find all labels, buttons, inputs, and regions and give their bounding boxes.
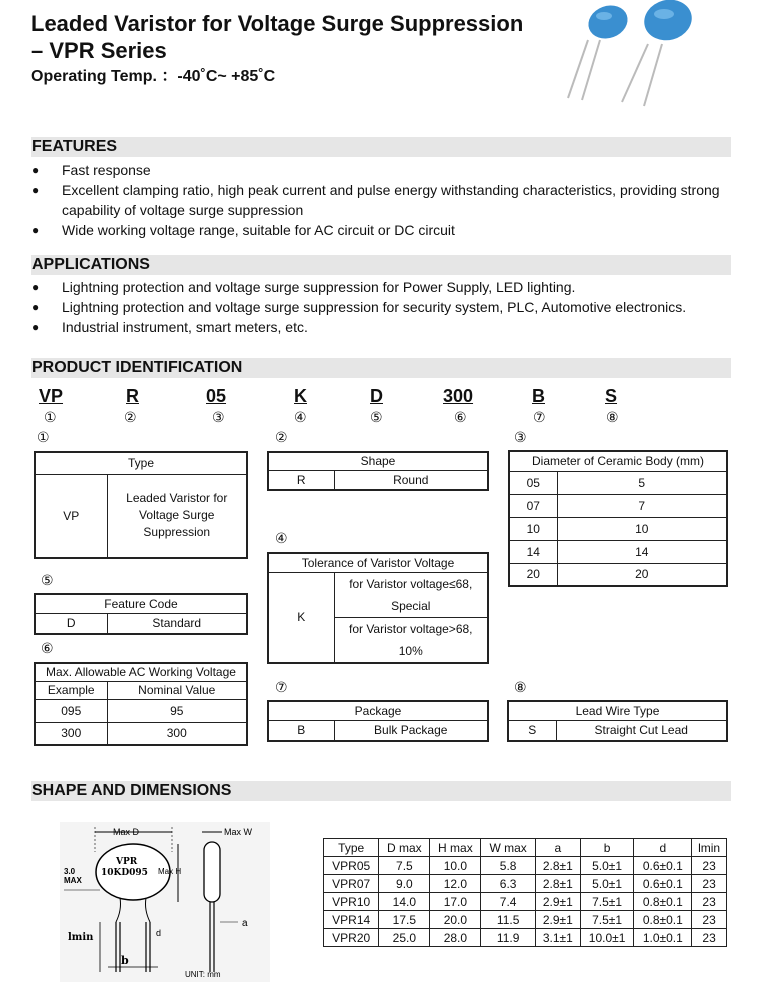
table-cell: 0.6±0.1 bbox=[634, 875, 692, 893]
table-cell bbox=[334, 572, 488, 617]
table-cell: 23 bbox=[692, 875, 727, 893]
t-label-2: MAX bbox=[64, 876, 82, 885]
max-d-label: Max D bbox=[113, 827, 140, 837]
table-cell: Leaded Varistor for Voltage Surge Suppression bbox=[107, 474, 247, 558]
table-cell: 5.0±1 bbox=[580, 857, 634, 875]
table-col-header: W max bbox=[481, 839, 535, 857]
marker: ⑧ bbox=[606, 410, 619, 426]
marker: ③ bbox=[514, 430, 527, 446]
table-cell: 5 bbox=[557, 471, 727, 494]
body-text-2: 10KD095 bbox=[101, 868, 148, 878]
table-cell: K bbox=[268, 572, 334, 663]
table-header: Max. Allowable AC Working Voltage bbox=[35, 663, 247, 681]
table-cell: 20 bbox=[557, 563, 727, 586]
code-voltage: 300 bbox=[443, 386, 474, 406]
table-cell: 2.9±1 bbox=[535, 893, 580, 911]
table-cell: 10 bbox=[509, 517, 557, 540]
part-number-codes bbox=[0, 386, 775, 408]
table-cell: 0.6±0.1 bbox=[634, 857, 692, 875]
varistor-photo-icon bbox=[560, 0, 710, 110]
table-cell: 23 bbox=[692, 857, 727, 875]
marker: ⑥ bbox=[454, 410, 467, 426]
table-cell: 5.8 bbox=[481, 857, 535, 875]
table-cell: B bbox=[268, 720, 334, 741]
table-col-header: H max bbox=[430, 839, 481, 857]
table-cell: 7 bbox=[557, 494, 727, 517]
table-cell: 17.0 bbox=[430, 893, 481, 911]
d-label: d bbox=[156, 928, 162, 938]
table-cell: VPR14 bbox=[324, 911, 379, 929]
list-item: ● Lightning protection and voltage surge suppression for Power Supply, LED lighting. bbox=[31, 277, 731, 297]
list-item: ● Industrial instrument, smart meters, etc. bbox=[31, 317, 731, 337]
table-col-header: lmin bbox=[692, 839, 727, 857]
table-cell: 23 bbox=[692, 929, 727, 947]
table-cell: 2.9±1 bbox=[535, 911, 580, 929]
list-item: ● Fast response bbox=[31, 160, 731, 180]
shape-table bbox=[267, 451, 489, 491]
table-header: Package bbox=[268, 701, 488, 720]
diameter-table bbox=[508, 450, 728, 587]
table-cell: 7.5 bbox=[379, 857, 430, 875]
table-cell: 0.8±0.1 bbox=[634, 911, 692, 929]
table-header: Feature Code bbox=[35, 594, 247, 613]
table-cell: 14 bbox=[557, 540, 727, 563]
max-h-label: Max H bbox=[158, 867, 182, 876]
cell-line: for Varistor voltage≤68, bbox=[349, 576, 473, 591]
table-header: Tolerance of Varistor Voltage bbox=[268, 553, 488, 572]
table-cell: R bbox=[268, 470, 334, 490]
dimensions-heading: SHAPE AND DIMENSIONS bbox=[31, 781, 731, 801]
cell-line: 10% bbox=[398, 643, 423, 658]
features-list bbox=[31, 160, 731, 240]
table-cell: Standard bbox=[107, 613, 247, 634]
table-col-header: Example bbox=[35, 681, 107, 699]
operating-temp: Operating Temp. ：-40˚C~ +85˚C bbox=[31, 68, 276, 85]
dimensions-table bbox=[323, 838, 727, 947]
table-cell: 11.5 bbox=[481, 911, 535, 929]
table-cell: VP bbox=[35, 474, 107, 558]
table-row bbox=[324, 875, 727, 893]
table-cell: 7.4 bbox=[481, 893, 535, 911]
title-line-2: – VPR Series bbox=[31, 38, 167, 63]
table-cell: 23 bbox=[692, 911, 727, 929]
table-cell: 0.8±0.1 bbox=[634, 893, 692, 911]
table-cell bbox=[334, 617, 488, 663]
table-row bbox=[324, 893, 727, 911]
cell-line: Special bbox=[391, 598, 431, 613]
marker: ④ bbox=[294, 410, 307, 426]
table-col-header: Type bbox=[324, 839, 379, 857]
table-cell: Round bbox=[334, 470, 488, 490]
code-shape: R bbox=[126, 386, 139, 406]
table-cell: 300 bbox=[107, 722, 247, 745]
marker: ⑧ bbox=[514, 680, 527, 696]
a-label: a bbox=[242, 918, 248, 929]
table-cell: 14.0 bbox=[379, 893, 430, 911]
table-cell: 12.0 bbox=[430, 875, 481, 893]
table-cell: 20 bbox=[509, 563, 557, 586]
table-cell: 10 bbox=[557, 517, 727, 540]
table-cell: 9.0 bbox=[379, 875, 430, 893]
table-cell: Bulk Package bbox=[334, 720, 488, 741]
features-heading: FEATURES bbox=[31, 137, 731, 157]
table-row bbox=[324, 929, 727, 947]
table-cell: 6.3 bbox=[481, 875, 535, 893]
list-item: ● Lightning protection and voltage surge suppression for security system, PLC, Automotive electronics. bbox=[31, 297, 731, 317]
marker: ② bbox=[275, 430, 288, 446]
table-cell: 05 bbox=[509, 471, 557, 494]
unit-label: UNIT: mm bbox=[185, 970, 221, 979]
cell-line: for Varistor voltage>68, bbox=[348, 621, 473, 636]
marker: ② bbox=[124, 410, 137, 426]
marker: ⑤ bbox=[41, 573, 54, 589]
t-label-1: 3.0 bbox=[64, 867, 76, 876]
table-cell: 95 bbox=[107, 699, 247, 722]
table-cell: 2.8±1 bbox=[535, 857, 580, 875]
table-cell: 7.5±1 bbox=[580, 911, 634, 929]
table-cell: VPR07 bbox=[324, 875, 379, 893]
table-cell: 10.0±1 bbox=[580, 929, 634, 947]
body-text-1: VPR bbox=[116, 857, 138, 867]
table-row bbox=[324, 857, 727, 875]
table-cell: VPR10 bbox=[324, 893, 379, 911]
list-item: ● Excellent clamping ratio, high peak current and pulse energy withstanding characteristics, providing strong capability of voltage surge suppression bbox=[31, 180, 731, 220]
list-item: ● Wide working voltage range, suitable for AC circuit or DC circuit bbox=[31, 220, 731, 240]
applications-heading: APPLICATIONS bbox=[31, 255, 731, 275]
table-cell: 300 bbox=[35, 722, 107, 745]
feature-table bbox=[34, 593, 248, 635]
table-cell: 095 bbox=[35, 699, 107, 722]
marker: ⑥ bbox=[41, 641, 54, 657]
table-cell: VPR20 bbox=[324, 929, 379, 947]
table-header: Type bbox=[35, 452, 247, 474]
dimension-drawing bbox=[60, 822, 270, 982]
max-w-label: Max W bbox=[224, 827, 252, 837]
marker: ③ bbox=[212, 410, 225, 426]
table-header: Diameter of Ceramic Body (mm) bbox=[509, 451, 727, 471]
table-col-header: a bbox=[535, 839, 580, 857]
identification-heading: PRODUCT IDENTIFICATION bbox=[31, 358, 731, 378]
table-cell: 5.0±1 bbox=[580, 875, 634, 893]
table-col-header: b bbox=[580, 839, 634, 857]
marker: ⑦ bbox=[533, 410, 546, 426]
marker: ⑦ bbox=[275, 680, 288, 696]
table-cell: 20.0 bbox=[430, 911, 481, 929]
type-table bbox=[34, 451, 248, 559]
code-lead: S bbox=[605, 386, 618, 406]
lmin-label: lmin bbox=[68, 932, 94, 943]
code-type: VP bbox=[39, 386, 64, 406]
table-header-row bbox=[324, 839, 727, 857]
b-label: b bbox=[121, 954, 129, 967]
table-cell: 25.0 bbox=[379, 929, 430, 947]
table-cell: 10.0 bbox=[430, 857, 481, 875]
table-cell: 14 bbox=[509, 540, 557, 563]
voltage-table bbox=[34, 662, 248, 746]
table-cell: 07 bbox=[509, 494, 557, 517]
table-col-header: d bbox=[634, 839, 692, 857]
table-cell: VPR05 bbox=[324, 857, 379, 875]
code-diameter: 05 bbox=[206, 386, 227, 406]
table-cell: 11.9 bbox=[481, 929, 535, 947]
table-cell: Straight Cut Lead bbox=[556, 720, 727, 741]
title-line-1: Leaded Varistor for Voltage Surge Suppression bbox=[31, 11, 524, 36]
table-header: Shape bbox=[268, 452, 488, 470]
marker: ④ bbox=[275, 531, 288, 547]
lead-table bbox=[507, 700, 728, 742]
table-cell: S bbox=[508, 720, 556, 741]
table-col-header: D max bbox=[379, 839, 430, 857]
table-col-header: Nominal Value bbox=[107, 681, 247, 699]
applications-list bbox=[31, 277, 731, 337]
table-cell: 1.0±0.1 bbox=[634, 929, 692, 947]
table-cell: 7.5±1 bbox=[580, 893, 634, 911]
table-row bbox=[324, 911, 727, 929]
page-title bbox=[31, 10, 523, 64]
table-cell: 23 bbox=[692, 893, 727, 911]
tolerance-table bbox=[267, 552, 489, 664]
marker: ① bbox=[37, 430, 50, 446]
code-tolerance: K bbox=[294, 386, 307, 406]
table-cell: 28.0 bbox=[430, 929, 481, 947]
code-package: B bbox=[532, 386, 545, 406]
marker: ⑤ bbox=[370, 410, 383, 426]
table-header: Lead Wire Type bbox=[508, 701, 727, 720]
code-feature: D bbox=[370, 386, 383, 406]
table-cell: 17.5 bbox=[379, 911, 430, 929]
package-table bbox=[267, 700, 489, 742]
table-cell: 3.1±1 bbox=[535, 929, 580, 947]
table-cell: D bbox=[35, 613, 107, 634]
marker: ① bbox=[44, 410, 57, 426]
table-cell: 2.8±1 bbox=[535, 875, 580, 893]
